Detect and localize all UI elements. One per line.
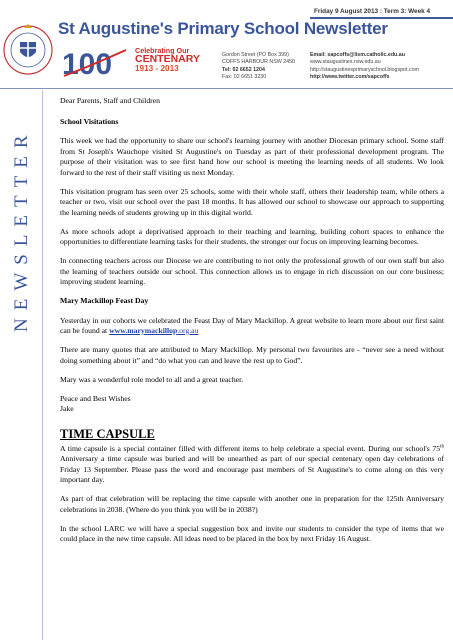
letter-greeting: Dear Parents, Staff and Children	[60, 96, 160, 105]
fax: Fax: 02 6651 3230	[222, 73, 267, 80]
telephone: Tel: 02 6652 1204	[222, 66, 265, 73]
letter-signoff	[60, 394, 444, 415]
mackillop-paragraph-1-text: Yesterday in our cohorts we celebrated the Feast Day of Mary Mackillop. A great website to learn more about our first saint can be found at	[60, 315, 444, 335]
signoff-name: Jake	[60, 404, 74, 413]
visits-paragraph-3: As more schools adopt a deprivatised approach to their teaching and learning, building cohort spaces to enhance the opportunities to differentiate learning tasks for their students, the stronger our focus on improving learning becomes.	[60, 226, 444, 246]
time-capsule-paragraph-2: As part of that celebration will be replacing the time capsule with another one in preparation for the 125th Anniversary celebrations in 2038. (Where do you think you will be in 2038?)	[60, 494, 444, 514]
centenary-years: 1913 - 2013	[135, 64, 179, 73]
signoff-wishes: Peace and Best Wishes	[60, 393, 131, 403]
time-capsule-paragraph-3: In the school LARC we will have a special suggestion box and invite our students to consider the type of items that we could place in the new time capsule. All ideas need to be placed in the box by next Friday 16 August.	[60, 523, 444, 543]
visits-paragraph-2: This visitation program has seen over 25 schools, some with their whole staff, others their leadership team, while others a teacher or two, visit our school over the past 18 months. It has allowed our school to showcase our approach to supporting the learning needs of students growing up in this digital world.	[60, 186, 444, 217]
address-suburb: COFFS HARBOUR NSW 2450	[222, 59, 295, 66]
mackillop-link-domain: www.marymackillop	[109, 326, 178, 335]
time-capsule-p1-a: A time capsule is a special container filled with different items to help celebrate a special event. During our school's 75	[60, 443, 441, 453]
visits-paragraph-4: In connecting teachers across our Diocese we are contributing to not only the professional growth of our own staff but also the learning of teachers outside our school. This connection allows us to engage in rich discussion on our core business; improving student learning.	[60, 256, 444, 286]
twitter-link[interactable]: http://www.twitter.com/sapcoffs	[310, 73, 390, 80]
time-capsule-heading: TIME CAPSULE	[60, 426, 155, 441]
header-divider	[0, 88, 453, 89]
mackillop-heading: Mary Mackillop Feast Day	[60, 296, 149, 305]
centenary-logo-number: 100	[62, 48, 113, 80]
blog-link[interactable]: http://staugustinesprimaryschool.blogspot.com	[310, 66, 419, 73]
sidebar-divider	[42, 90, 43, 640]
visits-heading: School Visitations	[60, 116, 119, 126]
ordinal-suffix: th	[440, 443, 444, 449]
newsletter-body	[60, 96, 444, 553]
school-crest-logo	[2, 22, 55, 84]
website-link[interactable]: www.staugustines.nsw.edu.au	[310, 59, 381, 66]
time-capsule-paragraph-1	[60, 444, 444, 486]
centenary-100-logo	[60, 46, 130, 80]
mackillop-link-suffix: .org.au	[177, 326, 199, 335]
visits-paragraph-1: This week we had the opportunity to share our school's learning journey with another Diocesan primary school. Some staff from St Joseph's Wauchope visited St Augustine's on Tuesday as part of their professional development program. The purpose of their visitation was to see first hand how our school is meeting the learning needs of all students. We look forward to the rest of their staff visiting us next Monday.	[60, 136, 444, 177]
time-capsule-p1-b: Anniversary a time capsule was buried and will be unearthed as part of our special centenary open day celebrations of Friday 13 September. Please pass the word and encourage past members of St Augustine's to come along on this very important day.	[60, 454, 444, 484]
issue-dateline: Friday 9 August 2013 : Term 3: Week 4	[314, 8, 431, 15]
centenary-line-1: Celebrating Our	[135, 46, 190, 55]
sidebar-newsletter-word: NEWSLETTER	[11, 127, 32, 333]
mackillop-paragraph-3: Mary was a wonderful role model to all and a great teacher.	[60, 374, 244, 384]
school-newsletter-title: St Augustine's Primary School Newsletter	[58, 19, 388, 38]
centenary-line-2: CENTENARY	[135, 53, 200, 65]
mackillop-paragraph-1	[60, 316, 444, 337]
school-address	[222, 52, 295, 81]
school-contact	[310, 52, 419, 81]
mackillop-paragraph-2: There are many quotes that are attributed to Mary Mackillop. My personal two favourites are - “never see a need without doing something about it” and “do what you can and leave the rest up to God”.	[60, 345, 444, 365]
mackillop-website-link[interactable]	[109, 326, 198, 335]
address-street: Gordon Street (PO Box 399)	[222, 52, 289, 58]
email-address[interactable]: Email: sapcoffs@lism.catholic.edu.au	[310, 52, 405, 58]
centenary-tagline	[135, 46, 200, 73]
